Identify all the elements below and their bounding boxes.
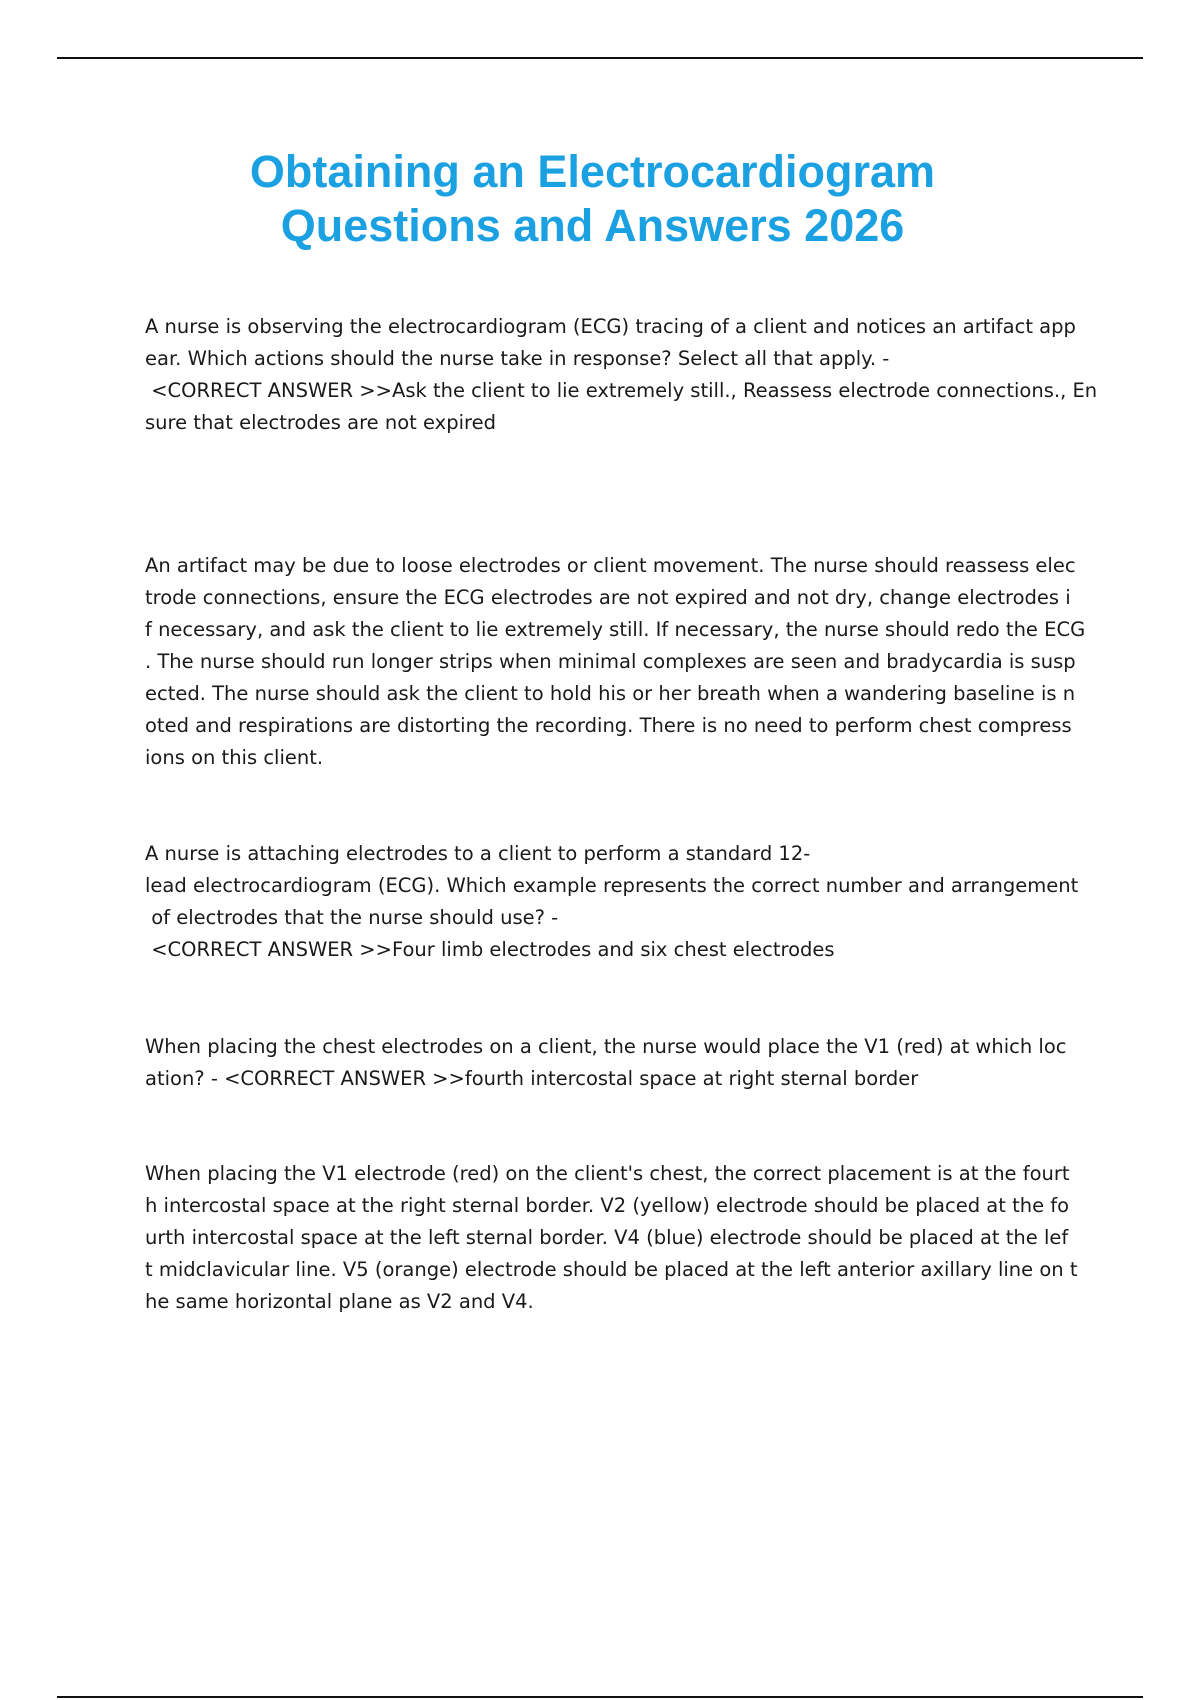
text-line: he same horizontal plane as V2 and V4. [145,1290,534,1313]
text-line: of electrodes that the nurse should use? - [145,906,559,929]
text-line: f necessary, and ask the client to lie extremely still. If necessary, the nurse should redo the ECG [145,618,1086,641]
text-line: urth intercostal space at the left sternal border. V4 (blue) electrode should be placed at the lef [145,1226,1069,1249]
text-line: t midclavicular line. V5 (orange) electrode should be placed at the left anterior axillary line on t [145,1258,1078,1281]
question-12-lead [145,838,1090,966]
text-line: An artifact may be due to loose electrodes or client movement. The nurse should reassess elec [145,554,1076,577]
text-line: ected. The nurse should ask the client to hold his or her breath when a wandering baseline is n [145,682,1076,705]
correct-answer-line: ation? - <CORRECT ANSWER >>fourth intercostal space at right sternal border [145,1067,919,1090]
document-title [0,145,1185,253]
text-line: When placing the chest electrodes on a client, the nurse would place the V1 (red) at which loc [145,1035,1067,1058]
question-v1-placement [145,1031,1090,1095]
rationale-artifact [145,550,1090,774]
text-line: A nurse is attaching electrodes to a client to perform a standard 12- [145,842,811,865]
text-line: . The nurse should run longer strips when minimal complexes are seen and bradycardia is susp [145,650,1076,673]
text-line: ions on this client. [145,746,324,769]
rationale-v1-placement [145,1158,1090,1318]
text-line: A nurse is observing the electrocardiogram (ECG) tracing of a client and notices an artifact app [145,315,1076,338]
text-line: ear. Which actions should the nurse take in response? Select all that apply. - [145,347,890,370]
text-line: When placing the V1 electrode (red) on the client's chest, the correct placement is at the fourt [145,1162,1070,1185]
text-line: oted and respirations are distorting the recording. There is no need to perform chest compress [145,714,1072,737]
question-artifact [145,311,1098,439]
title-line-2: Questions and Answers 2026 [280,200,905,251]
text-line: sure that electrodes are not expired [145,411,496,434]
header-rule [57,57,1143,59]
correct-answer-line: <CORRECT ANSWER >>Four limb electrodes and six chest electrodes [145,938,835,961]
footer-rule [57,1696,1143,1698]
text-line: h intercostal space at the right sternal border. V2 (yellow) electrode should be placed at the fo [145,1194,1070,1217]
text-line: trode connections, ensure the ECG electrodes are not expired and not dry, change electrodes i [145,586,1071,609]
title-line-1: Obtaining an Electrocardiogram [249,146,936,197]
text-line: lead electrocardiogram (ECG). Which example represents the correct number and arrangement [145,874,1079,897]
correct-answer-line: <CORRECT ANSWER >>Ask the client to lie extremely still., Reassess electrode connections., En [145,379,1098,402]
